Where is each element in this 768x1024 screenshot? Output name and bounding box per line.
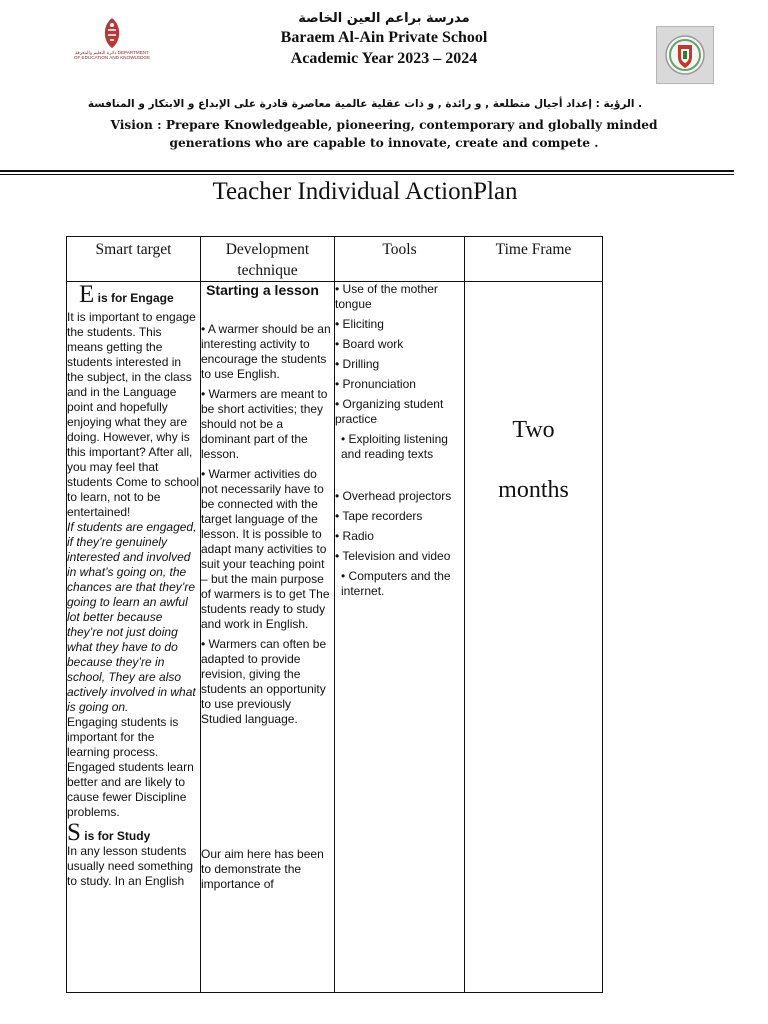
development-bullet: • Warmers can often be adapted to provide revision, giving the students an opportunity to use previously Studied language. [201,637,327,726]
academic-year: Academic Year 2023 – 2024 [290,50,478,67]
tool-item: • Pronunciation [335,377,416,391]
header-tools: Tools [335,237,465,282]
tool-item: • Television and video [335,549,451,563]
page-title: Teacher Individual ActionPlan [212,178,518,205]
engage-text: It is important to engage the students. This means getting the students interested in the subject, in the class and in the Language point and hopefully enjoying what they are doing. However, why is this important? After all, you may feel that students Come to school to learn, not to be entertained! [67,310,200,519]
study-heading [67,820,200,844]
tool-item: • Exploiting listening and reading texts [341,432,448,461]
tool-item: • Overhead projectors [335,489,452,503]
department-logo-text: دائرة التعليم والمعرفة DEPARTMENT OF EDUCATION AND KNOWLEDGE [73,50,151,61]
engage-letter: E [79,281,95,308]
study-suffix: is for Study [84,829,151,843]
study-text: In any lesson students usually need something to study. In an English [67,844,194,888]
engage-suffix: is for Engage [97,291,174,305]
school-header [0,10,768,69]
tool-item: • Organizing student practice [335,397,444,426]
header-divider [0,170,734,172]
development-technique-cell [201,282,335,993]
tool-item: • Tape recorders [335,509,423,523]
engage-heading [67,282,200,310]
header-development-technique: Development technique [201,237,335,282]
tool-item: • Radio [335,529,374,543]
tool-item: • Computers and the internet. [341,569,451,598]
development-bullet: • Warmers are meant to be short activities; they should not be a dominant part of the lesson. [201,387,328,461]
smart-target-cell [67,282,201,993]
table-row [67,282,603,993]
study-letter: S [67,819,81,846]
school-name: Baraem Al-Ain Private School [280,29,488,46]
vision-arabic: . الرؤية : إعداد أجيال متطلعة , و رائدة , و ذات عقلية عالمية معاصرة قادرة على الإبداع و الابتكار و المنافسة [87,98,643,110]
tool-item: • Eliciting [335,317,384,331]
development-footer-text: Our aim here has been to demonstrate the importance of [201,847,324,891]
vision-english: Vision : Prepare Knowledgeable, pioneering, contemporary and globally minded generations who are capable to innovate, create and compete . [110,118,658,150]
header-smart-target: Smart target [67,237,201,282]
tool-item: • Board work [335,337,404,351]
table-header-row [67,237,603,282]
time-frame-cell [465,282,603,993]
header-divider-thin [0,174,734,175]
engage-text-2: Engaging students is important for the learning process. Engaged students learn better and are likely to cause fewer Discipline problems. [67,715,194,819]
tools-cell [335,282,465,993]
time-frame-value [465,282,602,520]
tool-item: • Drilling [335,357,380,371]
arabic-school-name: مدرسة براعم العين الخاصة [298,11,470,26]
development-bullet: • Warmer activities do not necessarily have to be connected with the target language of the lesson. It is possible to adapt many activities to suit your teaching point – but the main purpose of warmers is to get The students ready to study and work in English. [201,467,330,631]
development-bullet: • A warmer should be an interesting activity to encourage the students to use English. [201,322,331,381]
engage-italic-text: If students are engaged, if they’re genuinely interested and involved in what’s going on, the chances are that they’re going to learn an awful lot better because they’re not just doing what they have to do because they’re in school, They are also actively involved in what is going on. [67,520,197,714]
starting-lesson-title: Starting a lesson [206,282,319,298]
header-time-frame: Time Frame [465,237,603,282]
time-frame-line-2: months [498,477,569,503]
tool-item: • Use of the mother tongue [335,282,438,311]
action-plan-table [66,236,603,993]
time-frame-line-1: Two [512,417,555,443]
